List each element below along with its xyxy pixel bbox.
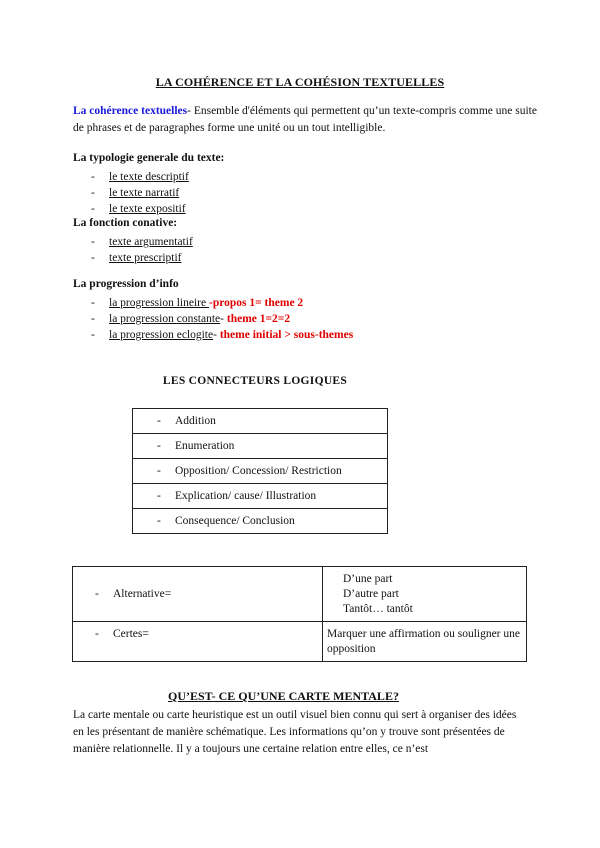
table-row: - Addition (133, 409, 388, 434)
carte-heading: QU’EST- CE QU’UNE CARTE MENTALE? (168, 689, 399, 703)
table-row: - Opposition/ Concession/ Restriction (133, 459, 388, 484)
connecteurs-heading: LES CONNECTEURS LOGIQUES (162, 375, 348, 387)
list-item: - la progression lineire -propos 1= theme 2 (73, 295, 533, 311)
fonction-heading: La fonction conative: (73, 217, 178, 229)
list-item: - texte argumentatif (73, 234, 533, 250)
carte-paragraph: La carte mentale ou carte heuristique est un outil visuel bien connu qui sert à organiser des idées en les présentant de manière schématique. Les informations qu’on y trouve sont présentées de manière relationnelle. Il y a toujours une certaine relation entre elles, ce n’est (73, 709, 517, 755)
table-row: - Enumeration (133, 434, 388, 459)
list-item: - le texte narratif (73, 185, 533, 201)
typologie-list (73, 169, 533, 217)
progression-list (73, 295, 533, 343)
coherence-paragraph (73, 103, 543, 137)
progression-heading: La progression d’info (73, 278, 179, 290)
table-row: - Consequence/ Conclusion (133, 509, 388, 534)
connecteurs-table (132, 408, 388, 534)
list-item: - le texte expositif (73, 201, 533, 217)
coherence-definition: - Ensemble d'éléments qui permettent qu’un texte-compris comme une suite de phrases et de paragraphes forme une unité ou un tout intelligible. (73, 105, 537, 134)
list-item: - le texte descriptif (73, 169, 533, 185)
typologie-heading: La typologie generale du texte: (73, 152, 225, 164)
progression-section (73, 278, 533, 343)
coherence-term: La cohérence textuelles (73, 105, 188, 117)
table-row: - Alternative= D’une part D’autre part Tantôt… tantôt (73, 567, 527, 622)
list-item: - la progression eclogite- theme initial > sous-themes (73, 327, 533, 343)
table-row: - Explication/ cause/ Illustration (133, 484, 388, 509)
typologie-section (73, 152, 533, 266)
page-title: LA COHÉRENCE ET LA COHÉSION TEXTUELLES (155, 75, 445, 89)
list-item: - la progression constante- theme 1=2=2 (73, 311, 533, 327)
fonction-list (73, 234, 533, 266)
expressions-table (72, 566, 527, 662)
table-row: - Certes= Marquer une affirmation ou souligner une opposition (73, 622, 527, 662)
list-item: - texte prescriptif (73, 250, 533, 266)
